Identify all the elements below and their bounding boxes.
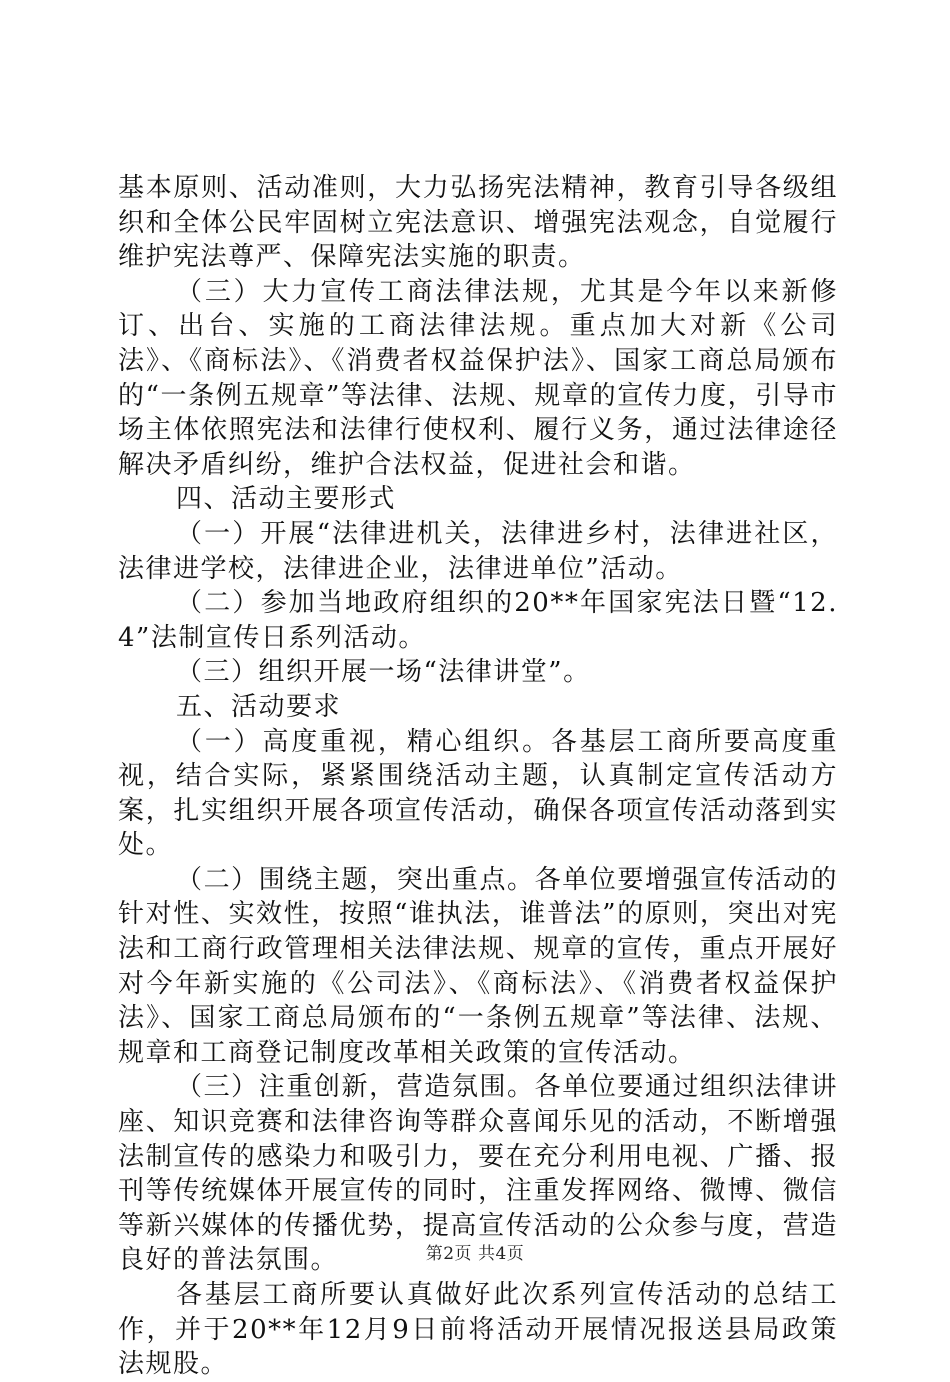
paragraph-10: （三）注重创新，营造氛围。各单位要通过组织法律讲座、知识竞赛和法律咨询等群众喜闻乐见的活动，不断增强法制宣传的感染力和吸引力，要在充分利用电视、广播、报刊等传统媒体开展宣传的同时，注重发挥网络、微博、微信等新兴媒体的传播优势，提高宣传活动的公众参与度，营造良好的普法氛围。 [118,1072,838,1276]
section-heading-5: 五、活动要求 [176,691,342,722]
paragraph-1: 基本原则、活动准则，大力弘扬宪法精神，教育引导各级组织和全体公民牢固树立宪法意识、增强宪法观念，自觉履行维护宪法尊严、保障宪法实施的职责。 [118,173,838,273]
paragraph-11: 各基层工商所要认真做好此次系列宣传活动的总结工作，并于20**年12月9日前将活动开展情况报送县局政策法规股。 [118,1280,838,1380]
paragraph-4: （一）开展“法律进机关，法律进乡村，法律进社区，法律进学校，法律进企业，法律进单位”活动。 [118,518,838,584]
page-footer: 第2页 共4页 [425,1244,525,1264]
document-body [118,171,838,1382]
paragraph-5: （二）参加当地政府组织的20**年国家宪法日暨“12.4”法制宣传日系列活动。 [118,588,838,653]
paragraph-8: （一）高度重视，精心组织。各基层工商所要高度重视，结合实际，紧紧围绕活动主题，认真制定宣传活动方案，扎实组织开展各项宣传活动，确保各项宣传活动落到实处。 [118,726,838,861]
paragraph-2: （三）大力宣传工商法律法规，尤其是今年以来新修订、出台、实施的工商法律法规。重点加大对新《公司法》、《商标法》、《消费者权益保护法》、国家工商总局颁布的“一条例五规章”等法律、法规、规章的宣传力度，引导市场主体依照宪法和法律行使权利、履行义务，通过法律途径解决矛盾纠纷，维护合法权益，促进社会和谐。 [118,276,838,480]
paragraph-9: （二）围绕主题，突出重点。各单位要增强宣传活动的针对性、实效性，按照“谁执法，谁普法”的原则，突出对宪法和工商行政管理相关法律法规、规章的宣传，重点开展好对今年新实施的《公司法》、《商标法》、《消费者权益保护法》、国家工商总局颁布的“一条例五规章”等法律、法规、规章和工商登记制度改革相关政策的宣传活动。 [118,864,838,1068]
paragraph-6: （三）组织开展一场“法律讲堂”。 [176,657,591,688]
section-heading-4: 四、活动主要形式 [176,484,397,515]
